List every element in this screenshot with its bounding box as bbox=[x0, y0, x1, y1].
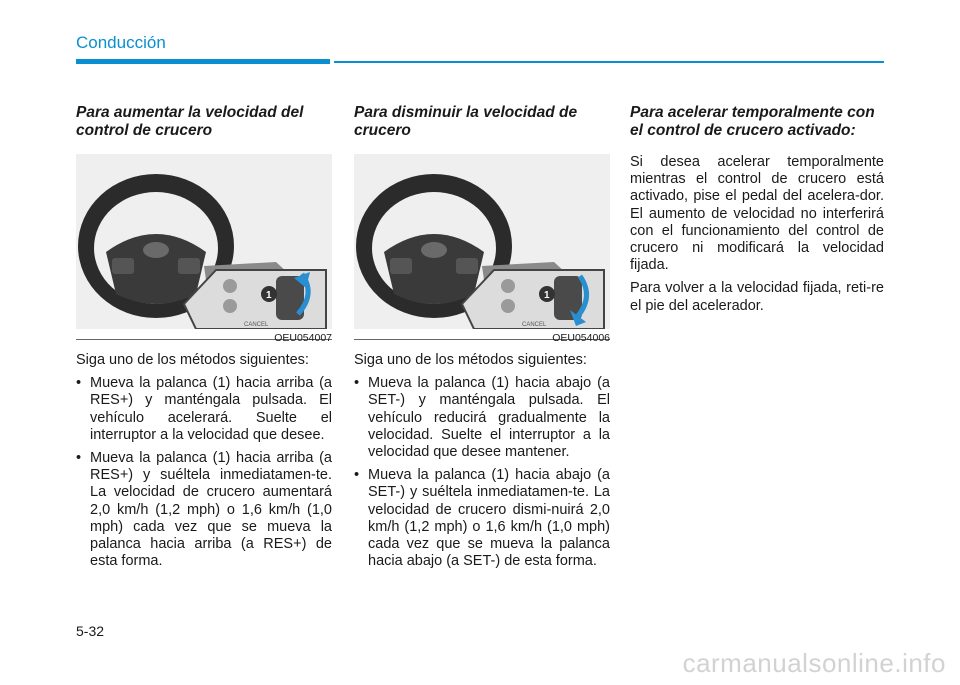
figure-increase-speed bbox=[76, 154, 332, 352]
list-item: • Mueva la palanca (1) hacia abajo (a SET-) y manténgala pulsada. El vehículo reducirá gradualmente la velocidad. Suelte el interruptor a la velocidad que desee mantener. bbox=[354, 375, 610, 461]
heading-decrease-speed: Para disminuir la velocidad de crucero bbox=[354, 104, 578, 139]
header-rule-thick bbox=[76, 59, 330, 64]
list-item: • Mueva la palanca (1) hacia arriba (a RES+) y suéltela inmediatamen-te. La velocidad de crucero aumentará 2,0 km/h (1,2 mph) o 1,6 km/h (1,0 mph) cada vez que se mueva la palanca hacia arriba (a RES+) de esta forma. bbox=[76, 450, 332, 570]
watermark: carmanualsonline.info bbox=[682, 648, 946, 678]
steps-list bbox=[354, 375, 610, 570]
steps-list bbox=[76, 375, 332, 570]
cancel-label: CANCEL bbox=[522, 322, 547, 328]
list-item: • Mueva la palanca (1) hacia arriba (a RES+) y manténgala pulsada. El vehículo acelerará. Suelte el interruptor a la velocidad que desee. bbox=[76, 375, 332, 444]
callout-number: 1 bbox=[266, 290, 272, 301]
figure-code: OEU054007 bbox=[274, 332, 332, 344]
column-increase-speed bbox=[76, 104, 332, 576]
figure-decrease-speed bbox=[354, 154, 610, 352]
heading-temporary-acceleration: Para acelerar temporalmente con el control de crucero activado: bbox=[630, 104, 875, 139]
intro-text: Siga uno de los métodos siguientes: bbox=[354, 352, 587, 368]
column-temporary-acceleration bbox=[630, 104, 884, 321]
callout-number: 1 bbox=[544, 290, 550, 301]
paragraph: Si desea acelerar temporalmente mientras el control de crucero está activado, pise el pedal del acelera-dor. El aumento de velocidad no interferirá con el funcionamiento del control de crucero ni modificará la velocidad fijada. bbox=[630, 154, 884, 274]
column-decrease-speed bbox=[354, 104, 610, 576]
figure-code: OEU054006 bbox=[552, 332, 610, 344]
steering-wheel-image bbox=[76, 154, 332, 329]
section-title: Conducción bbox=[76, 33, 166, 52]
paragraph: Para volver a la velocidad fijada, reti-re el pie del acelerador. bbox=[630, 280, 884, 314]
intro-text: Siga uno de los métodos siguientes: bbox=[76, 352, 309, 368]
steering-wheel-image bbox=[354, 154, 610, 329]
cancel-label: CANCEL bbox=[244, 322, 269, 328]
list-item: • Mueva la palanca (1) hacia abajo (a SET-) y suéltela inmediatamen-te. La velocidad de crucero dismi-nuirá 2,0 km/h (1,2 mph) o 1,6 km/h (1,0 mph) cada vez que se mueva la palanca hacia abajo (a SET-) de esta forma. bbox=[354, 467, 610, 570]
page-number: 5-32 bbox=[76, 623, 105, 639]
heading-increase-speed: Para aumentar la velocidad del control de crucero bbox=[76, 104, 304, 139]
header-rule-thin bbox=[334, 61, 884, 63]
